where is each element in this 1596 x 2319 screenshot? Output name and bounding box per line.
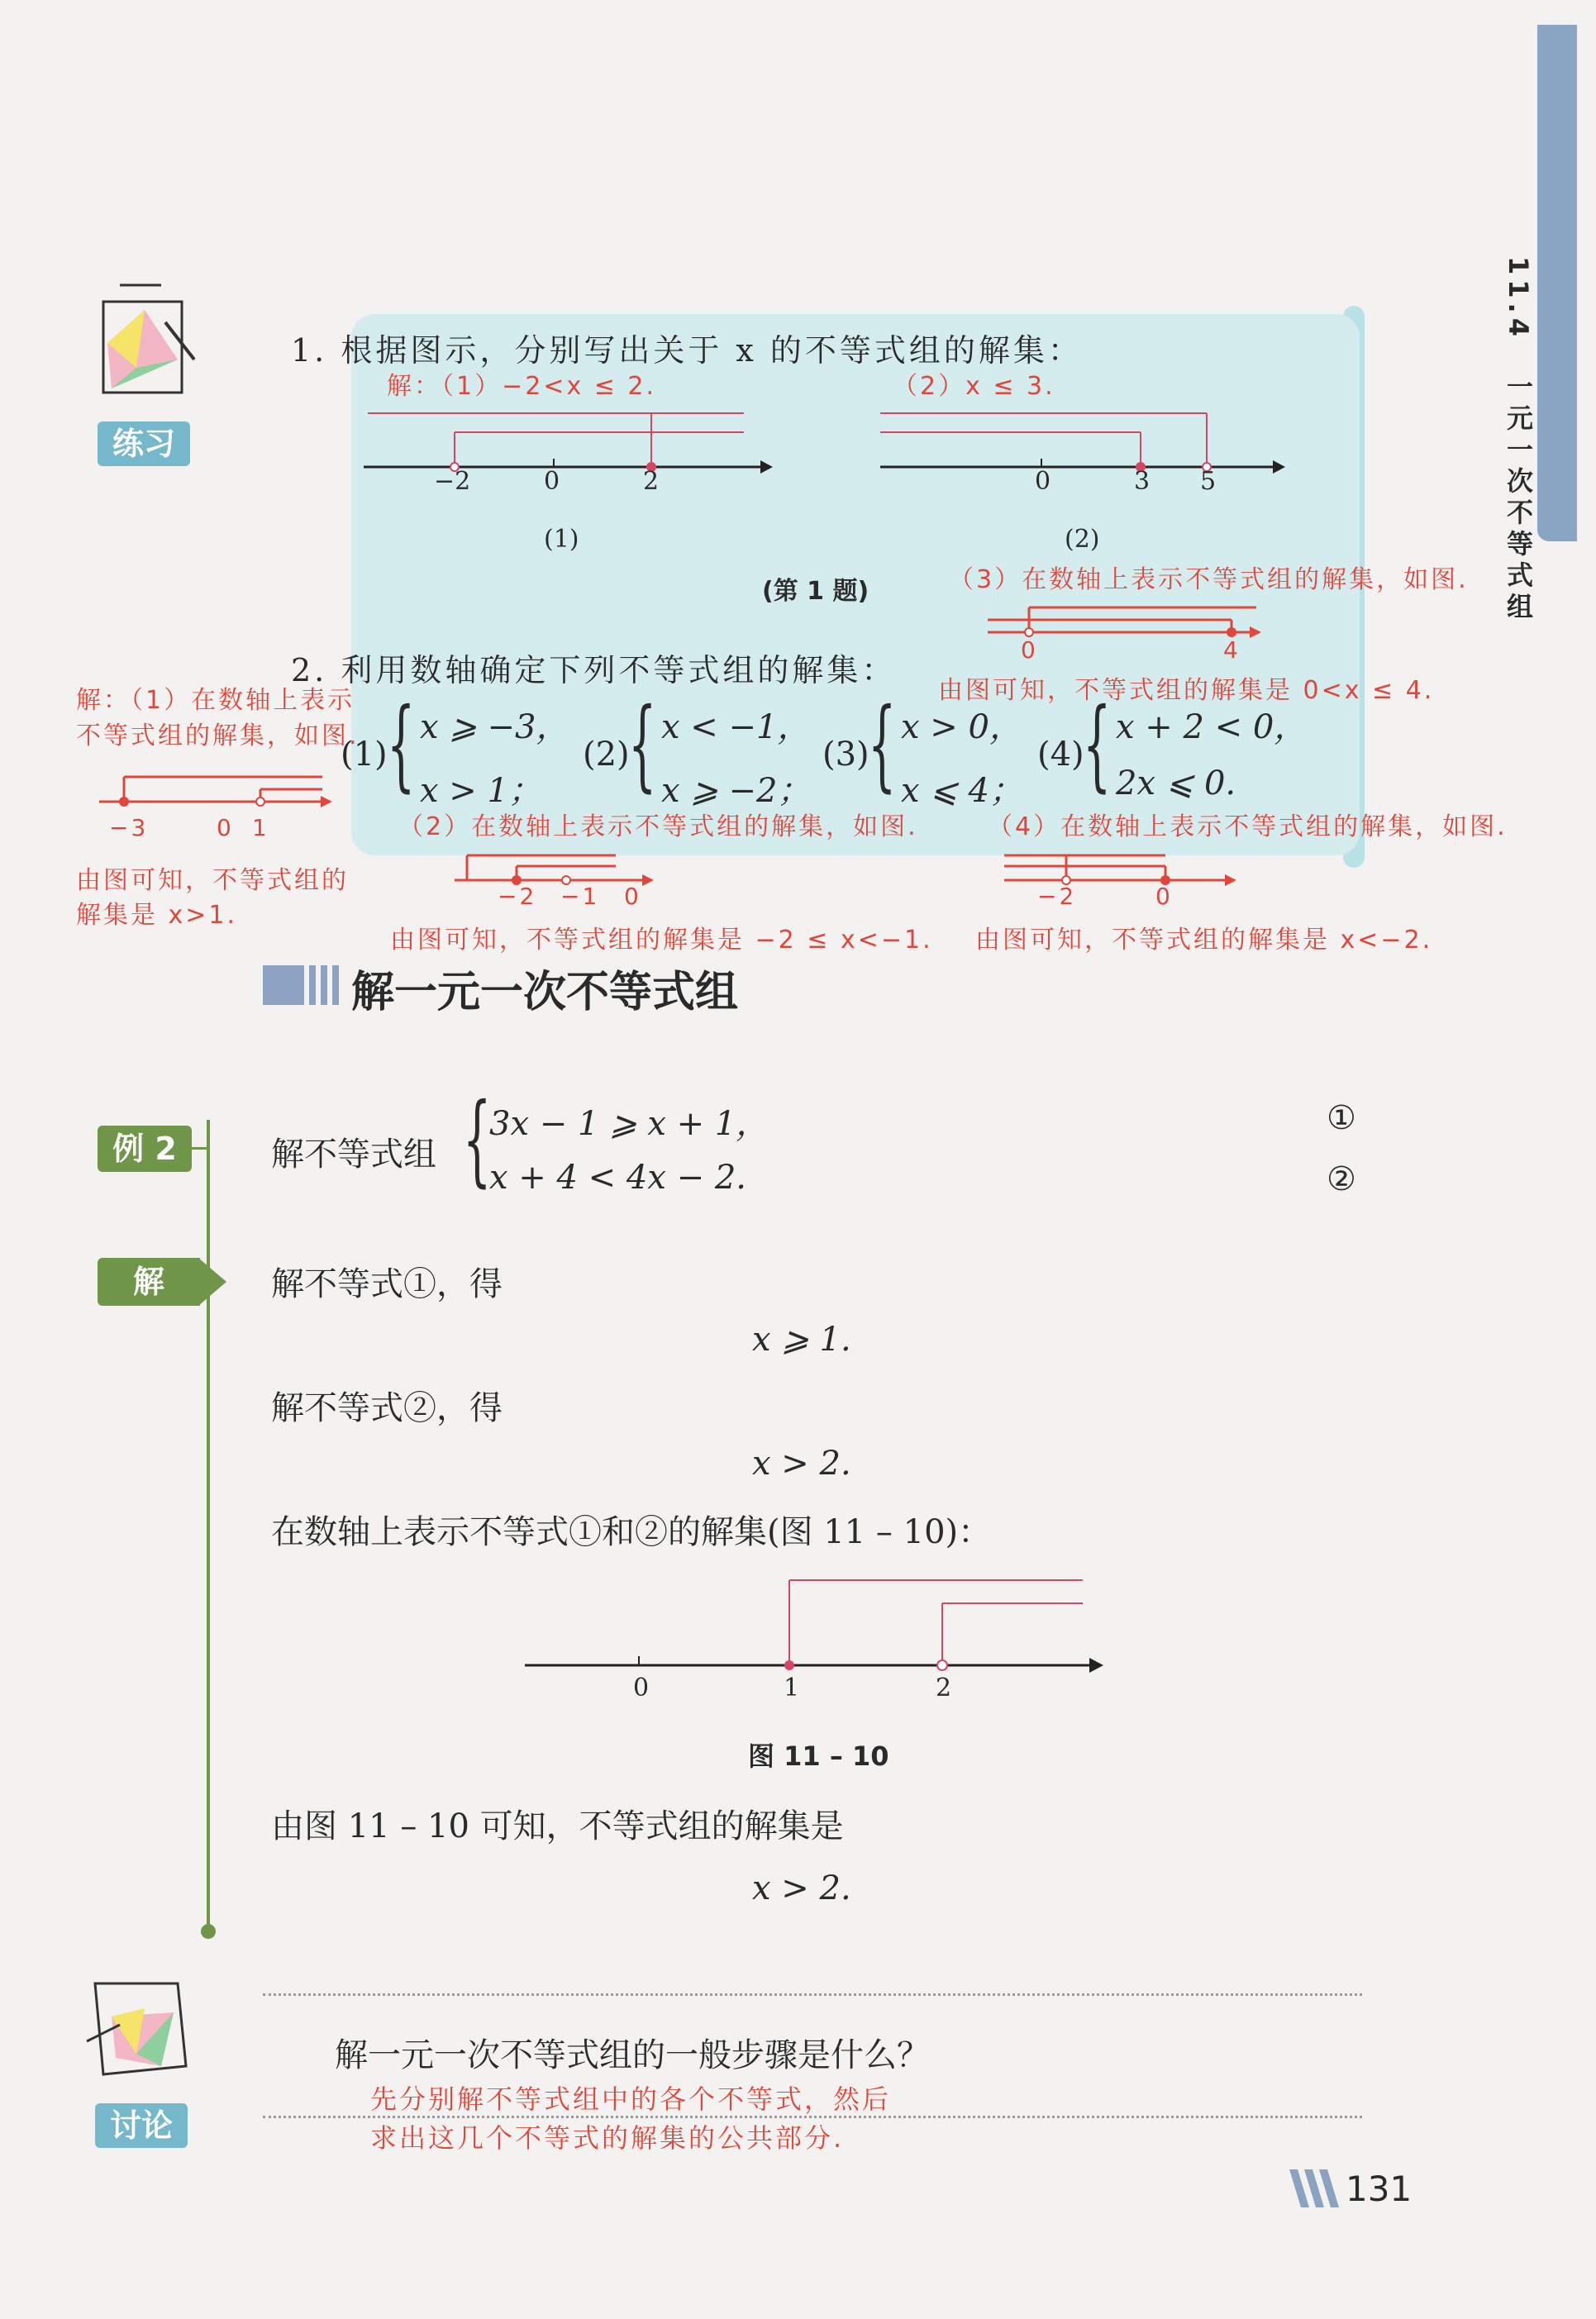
handwritten-answer-2-1b: 不等式组的解集，如图. — [76, 721, 360, 750]
handwritten-answer-1-2: （2）x ≤ 3. — [893, 372, 1055, 401]
solution-result-1: x ⩾ 1. — [752, 1321, 851, 1359]
tick-label: −2 — [498, 883, 537, 910]
handwritten-answer-2-3: （3）在数轴上表示不等式组的解集，如图. — [949, 565, 1469, 594]
solution-step-4: 由图 11 – 10 可知，不等式组的解集是 — [271, 1807, 844, 1845]
system-inequality: 2x ⩽ 0. — [1116, 764, 1236, 802]
figure-group-caption: (第 1 题) — [762, 577, 869, 606]
system-label: (4) — [1037, 736, 1084, 774]
practice-icon — [87, 277, 202, 401]
handwritten-discussion-answer-b: 求出这几个不等式的解集的公共部分. — [370, 2122, 845, 2154]
solution-step-2: 解不等式②，得 — [271, 1389, 503, 1427]
number-line-figure-2 — [876, 401, 1289, 492]
example-inequality-1: 3x − 1 ⩾ x + 1， — [489, 1105, 769, 1143]
tick-label: 2 — [936, 1674, 952, 1702]
tick-label: 2 — [643, 467, 660, 496]
dotted-rule-top — [263, 1993, 1362, 1996]
figure-caption: (1) — [544, 525, 579, 554]
equation-marker-2: ② — [1327, 1160, 1356, 1198]
handwritten-conclusion-1b: 解集是 x>1. — [76, 901, 238, 930]
tick-label: 0 — [1021, 636, 1038, 664]
tick-label: 5 — [1200, 467, 1217, 496]
handwritten-answer-2-4: （4）在数轴上表示不等式组的解集，如图. — [988, 812, 1508, 841]
solution-badge: 解 — [98, 1258, 200, 1306]
system-inequality: x ⩾ −3， — [420, 708, 569, 746]
guide-line-end-dot — [201, 1924, 216, 1939]
solution-badge-arrow — [198, 1258, 231, 1306]
system-inequality: x + 2 < 0， — [1116, 708, 1308, 746]
tick-label: 0 — [633, 1674, 650, 1702]
brace: { — [628, 688, 657, 802]
system-inequality: x > 0， — [901, 708, 1022, 746]
tick-label: 1 — [784, 1674, 800, 1702]
page-number: 131 — [1346, 2169, 1413, 2209]
system-inequality: x > 1； — [420, 772, 541, 810]
system-inequality: x ⩾ −2； — [661, 772, 811, 810]
tick-label: 4 — [1223, 636, 1241, 664]
badge-connector — [192, 1147, 208, 1150]
tick-label: 0 — [544, 467, 560, 496]
solution-result-3: x > 2. — [752, 1869, 851, 1907]
chapter-side-tab-label: 11.4 一元一次不等式组 — [1503, 256, 1534, 624]
brace: { — [387, 688, 416, 802]
figure-caption: 图 11 – 10 — [748, 1740, 889, 1772]
handwritten-discussion-answer: 先分别解不等式组中的各个不等式，然后 — [370, 2083, 892, 2115]
tick-label: 0 — [1035, 467, 1051, 496]
discussion-badge: 讨论 — [95, 2103, 188, 2148]
tick-label: 0 — [1155, 883, 1173, 910]
tick-label: 1 — [252, 814, 269, 841]
section-title: 解一元一次不等式组 — [351, 968, 739, 1017]
example-inequality-2: x + 4 < 4x − 2. — [489, 1159, 747, 1197]
equation-marker-1: ① — [1327, 1099, 1356, 1137]
handwritten-conclusion-2: 由图可知，不等式组的解集是 −2 ≤ x<−1. — [390, 926, 933, 955]
section-title-marker — [263, 965, 339, 1005]
tick-label: −1 — [560, 883, 600, 910]
brace: { — [868, 688, 897, 802]
closed-point — [784, 1660, 794, 1670]
tick-label: −2 — [1037, 883, 1077, 910]
number-line-figure-11-10 — [521, 1570, 1116, 1678]
handwritten-number-line-1 — [91, 769, 339, 818]
practice-question-2: 2. 利用数轴确定下列不等式组的解集： — [291, 652, 897, 688]
handwritten-conclusion-3: 由图可知，不等式组的解集是 0<x ≤ 4. — [938, 676, 1435, 705]
example-badge: 例 2 — [98, 1126, 192, 1172]
practice-badge: 练习 — [98, 421, 190, 466]
tick-label: −2 — [434, 467, 471, 496]
figure-caption: (2) — [1065, 525, 1100, 554]
handwritten-conclusion-1: 由图可知，不等式组的 — [76, 866, 349, 895]
discussion-icon — [79, 1975, 198, 2091]
system-label: (1) — [341, 736, 388, 774]
brace: { — [1083, 688, 1112, 802]
system-inequality: x ⩽ 4； — [901, 772, 1022, 810]
tick-label: −3 — [109, 814, 149, 841]
handwritten-conclusion-4: 由图可知，不等式组的解集是 x<−2. — [975, 926, 1433, 955]
tick-label: 3 — [1134, 467, 1151, 496]
solution-step-1: 解不等式①，得 — [271, 1265, 503, 1303]
brace: { — [463, 1083, 492, 1198]
tick-label: 0 — [624, 883, 641, 910]
system-inequality: x < −1， — [661, 708, 811, 746]
handwritten-answer-2-1: 解：（1）在数轴上表示 — [76, 686, 355, 715]
handwritten-answer-1-1: 解：（1）−2<x ≤ 2. — [387, 372, 657, 401]
open-point — [937, 1660, 947, 1670]
discussion-question: 解一元一次不等式组的一般步骤是什么？ — [335, 2036, 930, 2074]
system-label: (2) — [583, 736, 630, 774]
example-intro: 解不等式组 — [271, 1136, 436, 1174]
tick-label: 0 — [217, 814, 234, 841]
number-line-figure-1 — [355, 401, 777, 504]
solution-result-2: x > 2. — [752, 1445, 851, 1483]
system-label: (3) — [822, 736, 869, 774]
practice-question-1: 1. 根据图示，分别写出关于 x 的不等式组的解集： — [291, 332, 1083, 369]
chapter-side-tab — [1537, 25, 1577, 541]
handwritten-answer-2-2: （2）在数轴上表示不等式组的解集，如图. — [398, 812, 918, 841]
page-number-decoration — [1289, 2169, 1346, 2211]
solution-step-3: 在数轴上表示不等式①和②的解集(图 11 – 10)： — [271, 1513, 992, 1551]
example-guide-line — [207, 1120, 210, 1930]
